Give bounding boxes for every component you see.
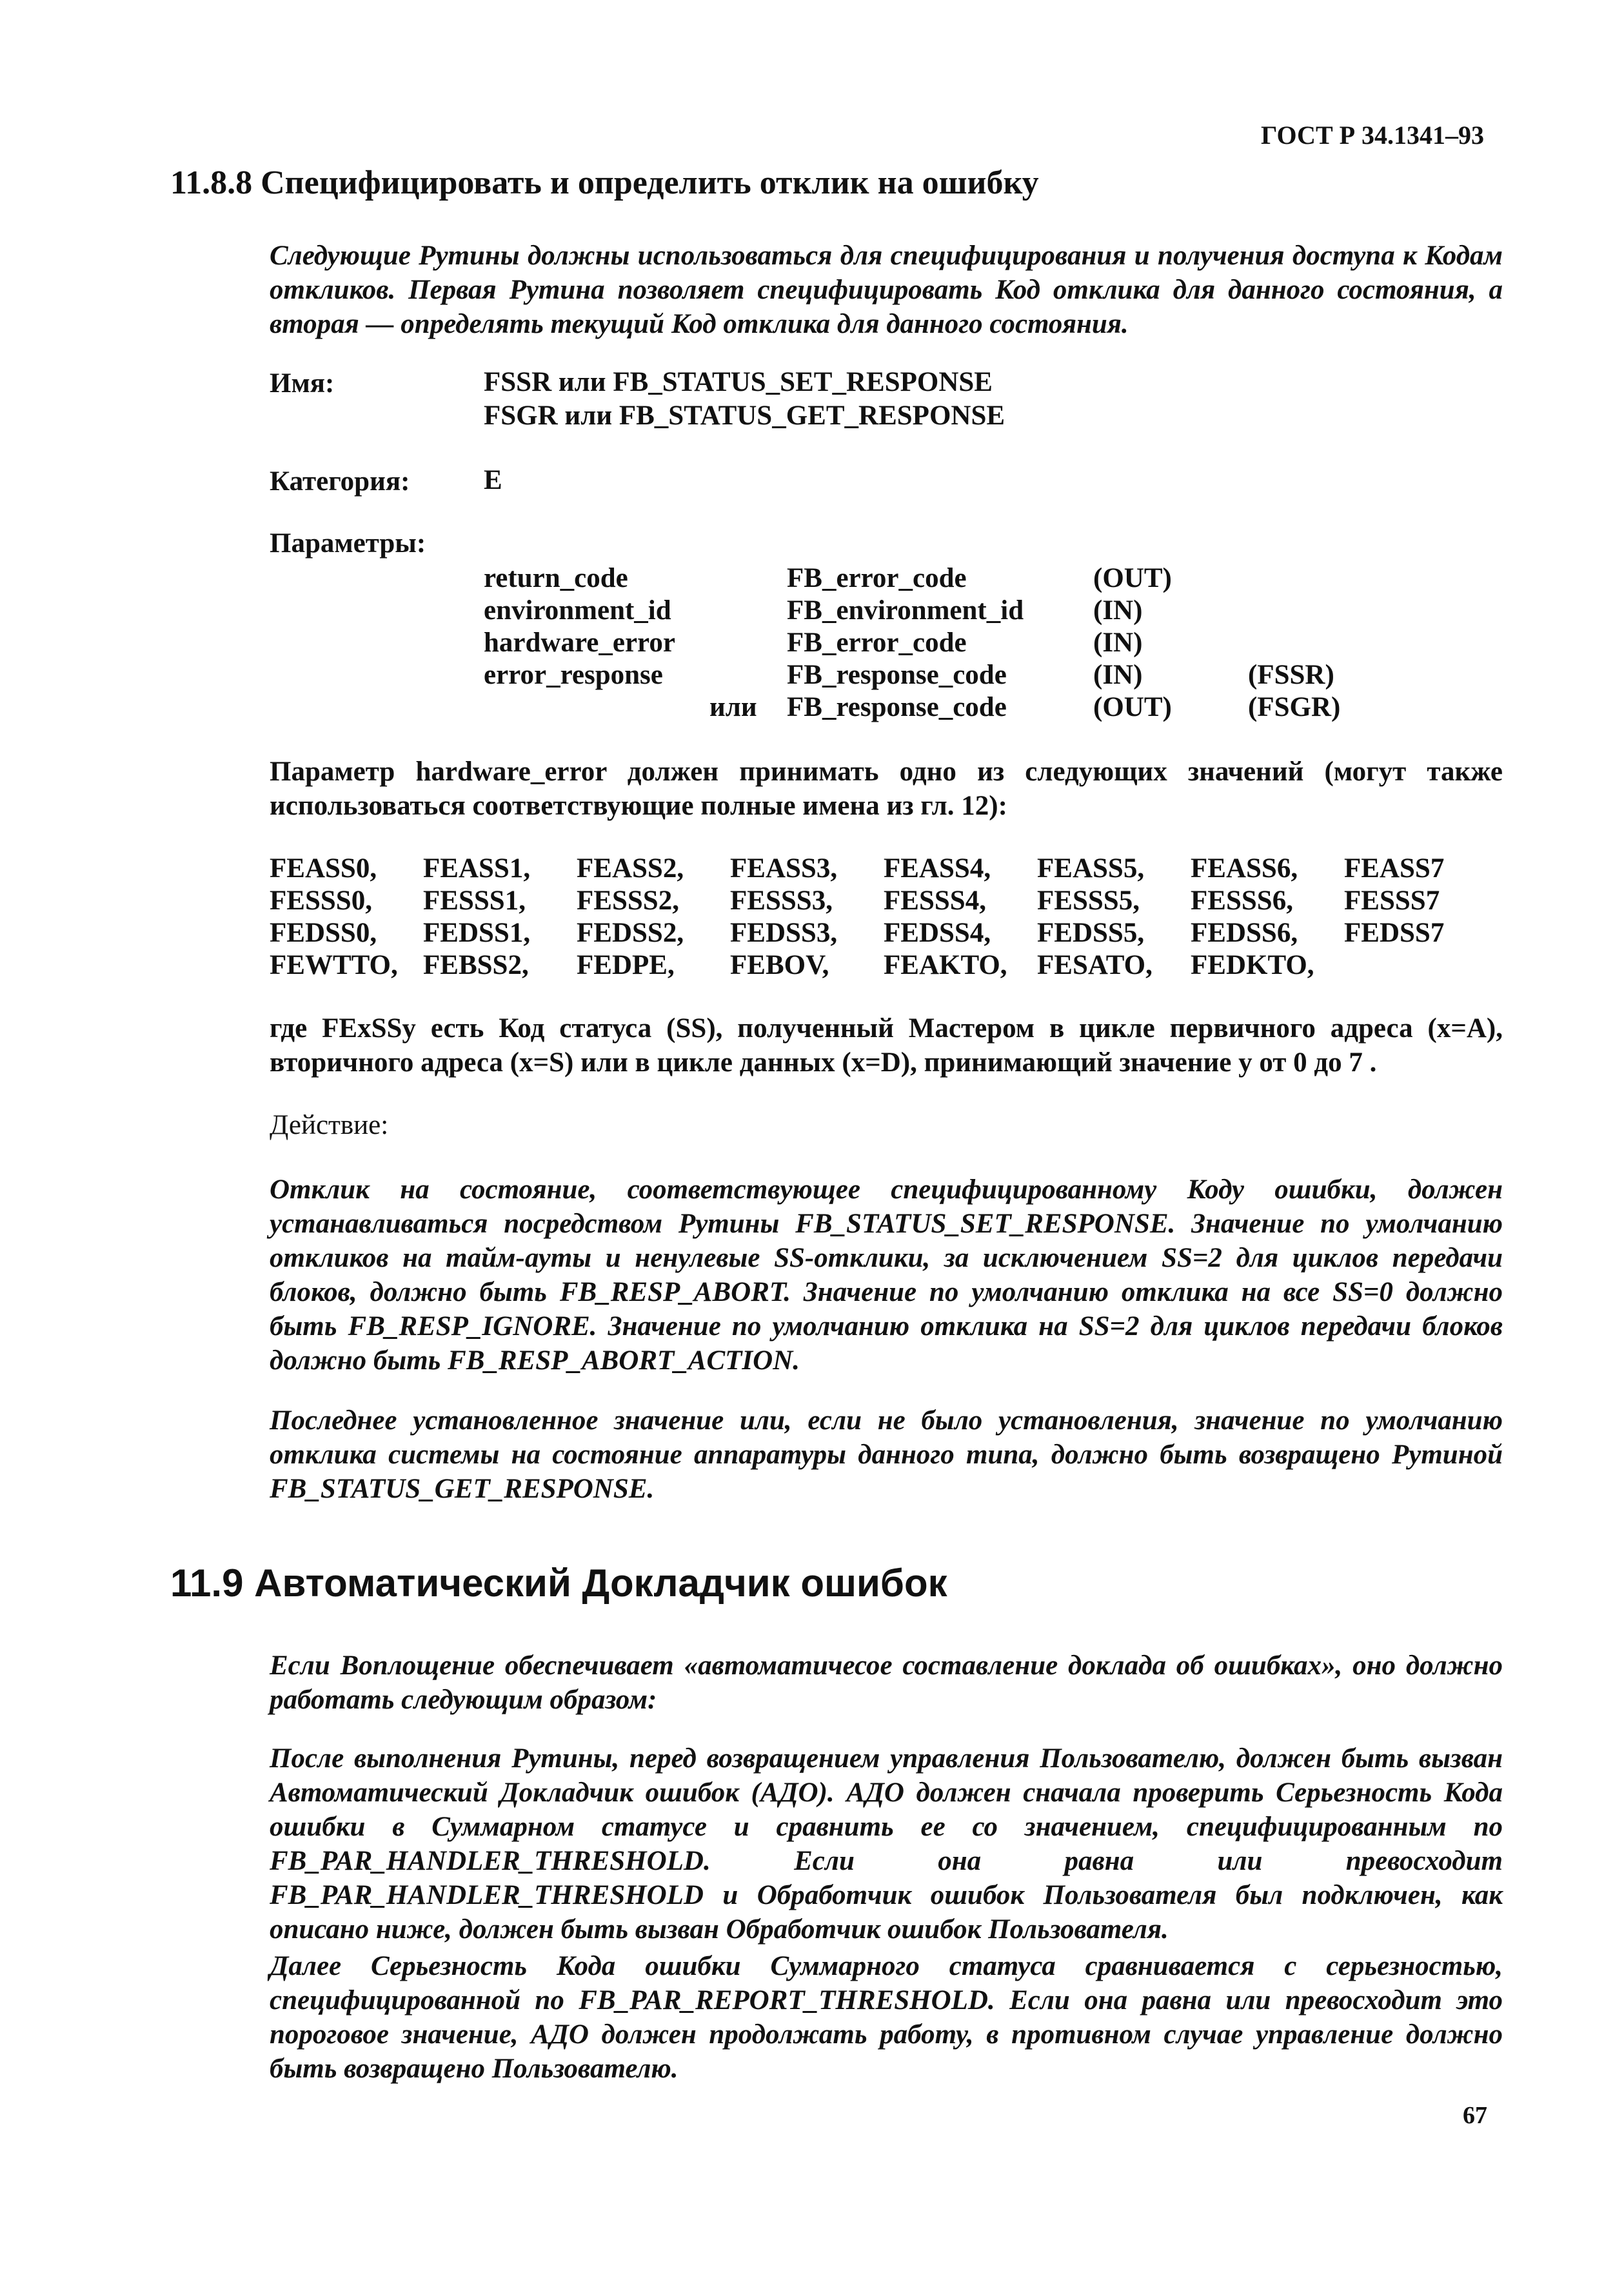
codes-row [270, 917, 1498, 949]
error-code: FEDSS6, [1191, 918, 1298, 948]
error-code: FESSS3, [730, 886, 833, 916]
name-line-1: FSSR или FB_STATUS_SET_RESPONSE [484, 367, 993, 397]
error-code: FEDSS3, [730, 918, 838, 948]
codes-row [270, 853, 1498, 885]
hardware-error-paragraph: Параметр hardware_error должен принимать одно из следующих значений (могут также использоваться соответствующие полные имена из гл. 12): [270, 757, 1503, 821]
error-code: FESSS6, [1191, 886, 1293, 916]
param-routine [1248, 627, 1351, 659]
document-code: ГОСТ Р 34.1341–93 [1261, 121, 1485, 150]
error-code: FEDKTO, [1191, 950, 1314, 980]
param-name: hardware_error [484, 628, 675, 658]
page-number: 67 [1463, 2102, 1487, 2129]
param-name: environment_id [484, 595, 671, 626]
param-alt [709, 659, 787, 691]
param-direction: (OUT) [1093, 692, 1172, 722]
param-type: FB_response_code [787, 692, 1007, 722]
error-code: FEDSS4, [884, 918, 991, 948]
error-code: FEDSS5, [1037, 918, 1145, 948]
intro-paragraph: Следующие Рутины должны использоваться для специфицирования и получения доступа к Кодам откликов. Первая Рутина позволяет специфицировать Код отклика для данного состояния, а вторая — определять текущий Код отклика для данного состояния. [270, 241, 1503, 339]
error-code: FESSS5, [1037, 886, 1140, 916]
error-code: FEASS3, [730, 853, 838, 884]
error-code: FEDSS0, [270, 918, 377, 948]
error-code: FEASS5, [1037, 853, 1145, 884]
param-type: FB_error_code [787, 628, 967, 658]
error-code: FESSS2, [577, 886, 679, 916]
param-routine: (FSGR) [1248, 692, 1341, 722]
error-code: FESSS1, [423, 886, 526, 916]
parameters-table [484, 562, 1351, 724]
reporter-paragraph-3: Далее Серьезность Кода ошибки Суммарного статуса сравнивается с серьезностью, специфицированной по FB_PAR_REPORT_THRESHOLD. Если она равна или превосходит это пороговое значение, АДО должен продолжать работу, в противном случае управление должно быть возвращено Пользователю. [270, 1951, 1503, 2084]
param-row [484, 627, 1351, 659]
error-code: FEASS4, [884, 853, 991, 884]
param-name: return_code [484, 563, 628, 593]
error-code: FEASS6, [1191, 853, 1298, 884]
param-routine [1248, 595, 1351, 627]
param-direction: (IN) [1093, 660, 1143, 690]
error-code: FEWTTO, [270, 950, 398, 980]
action-paragraph-1: Отклик на состояние, соответствующее специфицированному Коду ошибки, должен устанавливаться посредством Рутины FB_STATUS_SET_RESPONSE. Значение по умолчанию откликов на тайм-ауты и ненулевые SS-отклики, за исключением SS=2 для циклов передачи блоков, должно быть FB_RESP_ABORT. Значение по умолчанию отклика на все SS=0 должно быть FB_RESP_IGNORE. Значение по умолчанию отклика на SS=2 для циклов передачи блоков должно быть FB_RESP_ABORT_ACTION. [270, 1174, 1503, 1376]
param-alt [709, 595, 787, 627]
category-label: Категория: [270, 466, 410, 497]
error-code: FESSS0, [270, 886, 372, 916]
error-code: FEASS0, [270, 853, 377, 884]
action-label: Действие: [270, 1110, 389, 1140]
param-row [484, 659, 1351, 691]
error-code: FEASS1, [423, 853, 531, 884]
error-code: FEASS2, [577, 853, 684, 884]
where-paragraph: где FExSSy есть Код статуса (SS), полученный Мастером в цикле первичного адреса (x=A), вторичного адреса (x=S) или в цикле данных (x=D), принимающий значение y от 0 до 7 . [270, 1013, 1503, 1078]
reporter-paragraph-2: После выполнения Рутины, перед возвращением управления Пользователю, должен быть вызван Автоматический Докладчик ошибок (АДО). АДО должен сначала проверить Серьезность Кода ошибки в Суммарном статусе и сравнить ее со значением, специфицированным по FB_PAR_HANDLER_THRESHOLD. Если она равна или превосходит FB_PAR_HANDLER_THRESHOLD и Обработчик ошибок Пользователя был подключен, как описано ниже, должен быть вызван Обработчик ошибок Пользователя. [270, 1743, 1503, 1945]
param-alt [709, 562, 787, 595]
category-value: E [484, 465, 502, 495]
param-row [484, 595, 1351, 627]
section-heading-11-9: 11.9 Автоматический Докладчик ошибок [170, 1561, 947, 1605]
error-code: FEAKTO, [884, 950, 1007, 980]
error-code: FEDSS2, [577, 918, 684, 948]
codes-row [270, 949, 1498, 982]
param-alt [709, 627, 787, 659]
error-code: FESSS7 [1344, 886, 1440, 916]
param-type: FB_response_code [787, 660, 1007, 690]
params-label: Параметры: [270, 528, 426, 559]
param-routine: (FSSR) [1248, 660, 1334, 690]
error-codes-table [270, 853, 1498, 982]
error-code: FEBSS2, [423, 950, 529, 980]
param-row [484, 562, 1351, 595]
error-code: FEASS7 [1344, 853, 1445, 884]
param-direction: (IN) [1093, 628, 1143, 658]
reporter-paragraph-1: Если Воплощение обеспечивает «автоматичесое составление доклада об ошибках», оно должно работать следующим образом: [270, 1650, 1503, 1715]
error-code: FESSS4, [884, 886, 986, 916]
param-type: FB_environment_id [787, 595, 1024, 626]
action-paragraph-2: Последнее установленное значение или, если не было установления, значение по умолчанию отклика системы на состояние аппаратуры данного типа, должно быть возвращено Рутиной FB_STATUS_GET_RESPONSE. [270, 1405, 1503, 1504]
section-heading-11-8-8: 11.8.8 Специфицировать и определить отклик на ошибку [170, 164, 1039, 201]
error-code: FEDPE, [577, 950, 675, 980]
param-alt: или [709, 692, 757, 722]
error-code: FESATO, [1037, 950, 1153, 980]
error-code: FEBOV, [730, 950, 829, 980]
param-direction: (OUT) [1093, 563, 1172, 593]
param-name: error_response [484, 660, 663, 690]
error-code [1344, 949, 1498, 982]
param-direction: (IN) [1093, 595, 1143, 626]
codes-row [270, 885, 1498, 917]
error-code: FEDSS7 [1344, 918, 1445, 948]
param-row [484, 691, 1351, 724]
name-line-2: FSGR или FB_STATUS_GET_RESPONSE [484, 401, 1005, 431]
param-type: FB_error_code [787, 563, 967, 593]
param-routine [1248, 562, 1351, 595]
name-label: Имя: [270, 368, 335, 399]
error-code: FEDSS1, [423, 918, 531, 948]
param-name [484, 691, 709, 724]
